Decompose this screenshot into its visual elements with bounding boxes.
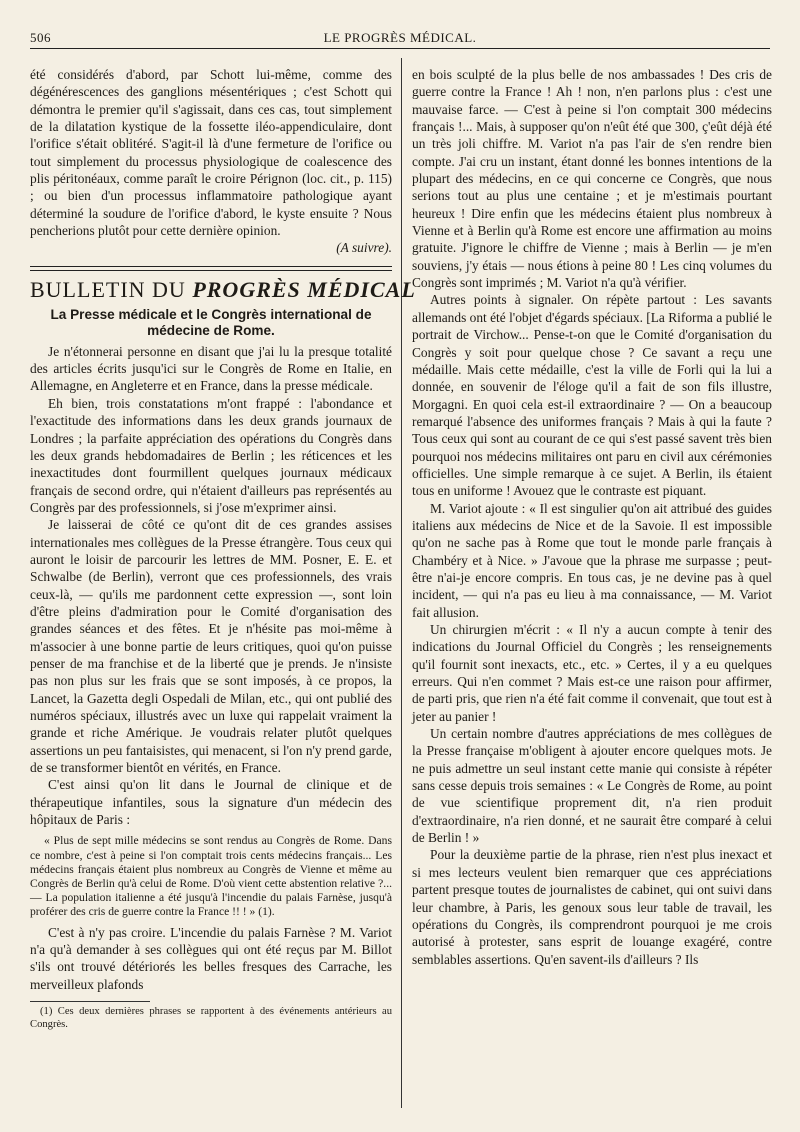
paragraph: C'est ainsi qu'on lit dans le Journal de clinique et de thérapeutique infantiles, sous la signature d'un médecin des hôpitaux de Paris :: [30, 777, 392, 828]
column-divider: [401, 58, 402, 1108]
running-header: [30, 26, 770, 49]
paragraph: M. Variot ajoute : « Il est singulier qu'on ait attribué des guides italiens aux médecins de Nice et de la Savoie. Il est impossible qu'on ne sache pas à Rome que tout le monde parle français à Chambéry et à Nice. » J'avoue que la phrase me surpasse ; peut-être n'ai-je encore compris. En tous cas, je ne devine pas à quel incident, — qui n'a pas eu lieu à ma connaissance, — M. Variot fait allusion.: [412, 500, 772, 620]
journal-title: LE PROGRÈS MÉDICAL.: [323, 30, 477, 45]
paragraph: Autres points à signaler. On répète partout : Les savants allemands ont été l'objet d'égards spéciaux. [La Riforma a publié le portrait de Virchow... Pense-t-on que le Comité d'organisation du Congrès y soit pour quelque chose ? Ce savant a reçu une médaille. Mais cette médaille, c'est la ville de Forli qui la lui a donnée, en souvenir de l'éloge qu'il a fait de son fils illustre, Morgagni. En quoi cela est-il extraordinaire ? — On a beaucoup remarqué l'absence des uniformes français ? Mais à qui la faute ? Tous ceux qui sont au courant de ce qui s'est passé savent très bien pourquoi nos médecins militaires ont paru en civil aux cérémonies officielles. Une simple remarque à ce sujet. A Berlin, ils étaient tous en uniforme ! Avouez que le contraste est piquant.: [412, 292, 772, 499]
paragraph: été considérés d'abord, par Schott lui-même, comme des dégénérescences des ganglions mésentériques ; c'est Schott qui démontra le premier qu'il s'agissait, dans ces cas, tout simplement de la dilatation kystique de la fossette iléo-appendiculaire, dont l'orifice s'était oblitéré. S'agit-il là d'une fermeture de l'orifice ou tout simplement du processus physiologique de coalescence des plis péritonéaux, comme paraît le croire Pérignon (loc. cit., p. 115) ; ou bien d'un processus inflammatoire pathologique ayant déterminé la soudure de l'orifice d'abord, le kyste ensuite ? Nous pencherions plutôt pour cette dernière opinion.: [30, 67, 392, 239]
paragraph: Je n'étonnerai personne en disant que j'ai lu la presque totalité des articles écrits jusqu'ici sur le Congrès de Rome en Italie, en Allemagne, en Angleterre et en France, dans la presse médicale.: [30, 343, 392, 394]
bulletin-title: [30, 276, 416, 303]
article-heading: La Presse médicale et le Congrès international de médecine de Rome.: [50, 306, 372, 338]
block-quote: « Plus de sept mille médecins se sont rendus au Congrès de Rome. Dans ce nombre, c'est à peine si l'on comptait trois cents médecins français... Les médecins français étaient plus nombreux au Congrès de Vienne et même au Congrès de Berlin qu'à celui de Rome. D'où vient cette abstention relative ?... — La population italienne a été jusqu'à l'incendie du palais Farnèse, jusqu'à proférer des cris de guerre contre la France !! ! » (1).: [30, 834, 392, 919]
footnote-rule: [30, 1001, 150, 1002]
paragraph: en bois sculpté de la plus belle de nos ambassades ! Des cris de guerre contre la France ! Ah ! non, n'en parlons plus : c'est une mauvaise farce. — C'est à peine si l'on comptait 300 médecins français !... Mais, à supposer qu'on n'eût été que 300, ç'eût déjà été un très joli chiffre. M. Variot n'a pas l'air de s'en rendre bien compte. J'ai cru un instant, étant donné les bonnes intentions de la plupart des médecins, en ce qui concerne ce Congrès, que nous serions tout au plus une centaine ; et je m'estimais pourtant heureux ! Dire enfin que les médecins étaient plus nombreux à Vienne et à Berlin qu'à Rome est encore une affirmation au moins gratuite. J'ignore le chiffre de Vienne ; mais à Berlin — je m'en souviens, j'y étais — nous étions à peine 80 ! Les cinq volumes du Congrès sont imprimés ; M. Variot n'a qu'à vérifier.: [412, 67, 772, 291]
paragraph: Un certain nombre d'autres appréciations de mes collègues de la Presse française m'obligent à ajouter encore quelques mots. Je ne puis admettre un seul instant cette manie qui consiste à répéter sans cesse depuis trois semaines : « Le Congrès de Rome, au point de vue scientifique proprement dit, n'a rien produit d'extraordinaire, n'a rien donné, et ne saurait être comparé à celui de Berlin ! »: [412, 726, 772, 846]
paragraph: Eh bien, trois constatations m'ont frappé : l'abondance et l'exactitude des informations dans les deux grands journaux de Londres ; la parfaite appréciation des opérations du Congrès dans les deux grands hebdomadaires de Berlin ; les réticences et les inexactitudes dont fourmillent quelques journaux médicaux français de second ordre, qui n'étaient d'ailleurs pas représentés au Congrès par des professionnels, si j'ose m'exprimer ainsi.: [30, 395, 392, 515]
right-column: [412, 66, 772, 968]
to-be-continued: (A suivre).: [336, 240, 392, 256]
section-rule: [30, 266, 392, 271]
left-column: [30, 66, 416, 1031]
page-number: 506: [30, 30, 51, 45]
bulletin-title-prefix: BULLETIN DU: [30, 276, 193, 302]
paragraph: Pour la deuxième partie de la phrase, rien n'est plus inexact et si mes lecteurs veulent bien remarquer que ces appréciations partent presque toutes de journalistes de cabinet, qui ont suivi dans leur chambre, à Paris, les genoux sous leur table de travail, les opérations du Congrès, ils comprendront pourquoi je me crois autorisé à protester, sans esprit de louange exagéré, contre semblables assertions. Qu'en savent-ils d'ailleurs ? Ils: [412, 847, 772, 967]
footnote: (1) Ces deux dernières phrases se rapportent à des événements antérieurs au Congrès.: [30, 1006, 392, 1030]
paragraph: Un chirurgien m'écrit : « Il n'y a aucun compte à tenir des indications du Journal Officiel du Congrès ; les renseignements qu'il fournit sont inexacts, etc., etc. » Certes, il y a eu quelques erreurs. Qui n'en commet ? Mais est-ce une raison pour affirmer, de parti pris, que rien n'a été fait comme il convenait, que tout est à jeter au panier !: [412, 622, 772, 724]
bulletin-title-journal: PROGRÈS MÉDICAL: [192, 276, 416, 302]
paragraph: C'est à n'y pas croire. L'incendie du palais Farnèse ? M. Variot n'a qu'à demander à ses collègues qui ont été reçus par M. Billot s'ils ont trouvé détériorés les belles fresques des Carrache, les merveilleux plafonds: [30, 924, 392, 992]
paragraph: Je laisserai de côté ce qu'ont dit de ces grandes assises internationales mes collègues de la Presse étrangère. Tous ceux qui auront le loisir de parcourir les lettres de MM. Posner, E. E. et Schwalbe (de Berlin), verront que ces professionnels, des vrais ceux-là, — qu'ils me pardonnent cette expression —, sont loin d'être pleins d'admiration pour le Comité d'organisation des grandes séances et des fêtes. Et je n'hésite pas moi-même à m'associer à une bonne partie de leurs critiques, quoi qu'on puisse penser de ma franchise et de la liberté que je prends. Je n'insiste pas non plus sur les frais que se sont imposés, à ce propos, la Lancet, la Gazetta degli Ospedali de Milan, etc., qui ont publié des numéros spéciaux, illustrés avec un luxe qui rappelait vraiment la grande et riche Amérique. Je voudrais relater plutôt quelques assertions un peu fantaisistes, qui menacent, si l'on n'y prend garde, de se transformer bientôt en vérités, en France.: [30, 517, 392, 776]
